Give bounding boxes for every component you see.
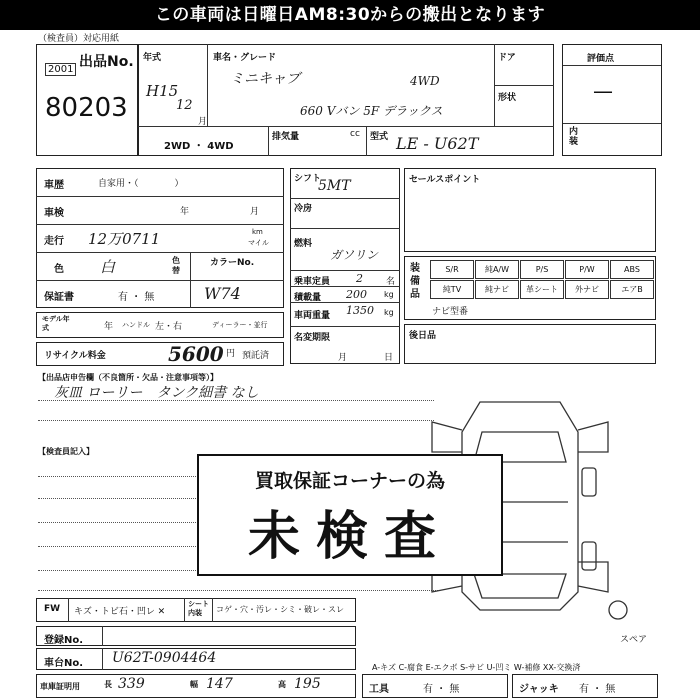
- meigi-label: 名変期限: [294, 333, 331, 343]
- car-name-value: ミニキャブ: [230, 71, 300, 87]
- haikiryou-label: 排気量: [272, 132, 300, 142]
- shaju-value: 1350: [346, 304, 374, 317]
- form-title: （検査員）対応用紙: [38, 34, 120, 44]
- equipment-cell: P/W: [565, 260, 609, 279]
- jousha-unit: 名: [386, 277, 396, 287]
- soukou-label: 走行: [44, 236, 64, 247]
- hyouka-label: 評価点: [587, 54, 615, 64]
- shift-label: シフト: [294, 174, 322, 184]
- jack-value: 有 ・ 無: [579, 684, 616, 695]
- wd-value: 4WD: [410, 74, 440, 88]
- lot-number: 80203: [45, 93, 128, 123]
- jack-box: [512, 674, 658, 698]
- meigi-day: 日: [384, 353, 394, 363]
- stamp-top-text: 買取保証コーナーの為: [254, 470, 445, 492]
- equipment-cell: 純TV: [430, 280, 474, 299]
- seat-text: コゲ・穴・汚レ・シミ・破レ・スレ: [216, 605, 344, 614]
- month-label: 月: [198, 117, 208, 127]
- shaken-year: 年: [180, 207, 190, 217]
- equipment-cell: 革シート: [520, 280, 564, 299]
- iro-label: 色: [54, 264, 64, 275]
- equipment-cell: ABS: [610, 260, 654, 279]
- recycle-value: 5600: [168, 342, 224, 366]
- nenryou-value: ガソリン: [330, 248, 379, 262]
- fw-label: FW: [44, 604, 61, 614]
- handle-label: ハンドル: [122, 321, 150, 329]
- shadai-value: U62T-0904464: [112, 650, 217, 666]
- recycle-deposit: 預託済: [242, 351, 270, 361]
- meigi-month: 月: [338, 353, 348, 363]
- shaju-label: 車両重量: [294, 311, 331, 321]
- naga-value: 339: [118, 676, 145, 692]
- km-label: km: [252, 228, 263, 236]
- kougu-value: 有 ・ 無: [423, 684, 460, 695]
- naga-label: 長: [104, 680, 112, 689]
- jikayou-label: 自家用・（ ）: [98, 179, 184, 189]
- year-value: H15: [146, 82, 179, 100]
- notice-banner: この車両は日曜日AM8:30からの搬出となります: [0, 0, 700, 30]
- shamei-label: 車名・グレード: [213, 53, 277, 63]
- cc-label: cc: [350, 129, 360, 139]
- lot-number-box: [36, 44, 138, 156]
- kougu-label: 工具: [369, 684, 389, 695]
- equipment-cell: P/S: [520, 260, 564, 279]
- lot-label: 出品No.: [79, 54, 134, 70]
- sekisai-value: 200: [346, 288, 367, 301]
- reibou-label: 冷房: [294, 204, 313, 214]
- navi-model-label: ナビ型番: [432, 307, 469, 317]
- equipment-cell: 外ナビ: [565, 280, 609, 299]
- not-inspected-stamp: [197, 454, 503, 576]
- katashiki-label: 型式: [370, 132, 389, 142]
- lr-label: 左・右: [155, 322, 183, 332]
- iro-sub-label: 色替: [172, 256, 180, 275]
- dealer-label: ディーラー・並行: [212, 321, 268, 329]
- year-tag: 2001: [45, 63, 76, 76]
- shadai-label: 車台No.: [44, 658, 84, 669]
- shift-value: 5MT: [318, 178, 351, 194]
- taka-value: 195: [294, 676, 321, 692]
- nenshiki-label: 年式: [143, 53, 162, 63]
- spare-label: スペア: [620, 635, 648, 645]
- kouhin-box: [404, 324, 656, 364]
- naisou-label: 内装: [569, 127, 579, 147]
- notes-value: 灰皿 ローリー タンク細書 なし: [54, 385, 259, 401]
- stamp-main-text: 未検査: [247, 507, 452, 567]
- hoshousho-umu: 有 ・ 無: [118, 292, 155, 303]
- jousha-value: 2: [356, 272, 363, 285]
- touroku-row: [36, 626, 356, 646]
- shaken-label: 車検: [44, 208, 64, 219]
- hyouka-box: [562, 44, 662, 156]
- sunpou-label: 車庫証明用: [40, 682, 80, 691]
- sekisai-label: 積載量: [294, 293, 322, 303]
- color-no-label: カラーNo.: [210, 258, 255, 268]
- equipment-cell: S/R: [430, 260, 474, 279]
- color-value: 白: [100, 258, 116, 276]
- kougu-box: [362, 674, 508, 698]
- kouhin-label: 後日品: [409, 331, 437, 341]
- model-year-nen: 年: [104, 322, 114, 332]
- sales-point-box: [404, 168, 656, 252]
- sekisai-unit: kg: [384, 290, 394, 299]
- jousha-label: 乗車定員: [294, 277, 331, 287]
- jack-label: ジャッキ: [519, 684, 559, 695]
- color-no-value: W74: [204, 284, 241, 303]
- recycle-label: リサイクル料金: [44, 351, 106, 361]
- shareki-label: 車歴: [44, 180, 64, 191]
- nenryou-label: 燃料: [294, 239, 313, 249]
- fw-text: キズ・トビ石・凹レ ✕: [74, 607, 166, 617]
- seat-label: シート内装: [188, 600, 209, 617]
- notes-label: 【出品店申告欄（不良箇所・欠品・注意事項等）】: [38, 373, 218, 382]
- equipment-cell: エアB: [610, 280, 654, 299]
- inspector-label: 【検査員記入】: [38, 447, 94, 456]
- taka-label: 高: [278, 680, 286, 689]
- damage-code-legend: A-キズ C-腐食 E-エクボ S-サビ U-凹ミ W-補修 XX-交換済: [372, 663, 581, 672]
- haba-label: 幅: [190, 680, 198, 689]
- mileage-value: 12万0711: [88, 230, 161, 248]
- shaken-month: 月: [250, 207, 260, 217]
- model-year-label: モデル年式: [42, 315, 70, 332]
- sales-point-label: セールスポイント: [409, 175, 481, 185]
- grade-value: 660 Vバン 5F デラックス: [300, 104, 443, 118]
- haba-value: 147: [206, 676, 233, 692]
- hyouka-value: —: [593, 79, 613, 103]
- touroku-label: 登録No.: [44, 635, 84, 646]
- recycle-yen: 円: [226, 349, 236, 359]
- equipment-cell: 純A/W: [475, 260, 519, 279]
- model-code-value: LE - U62T: [396, 134, 479, 153]
- shaju-unit: kg: [384, 308, 394, 317]
- month-value: 12: [176, 98, 193, 113]
- keijou-label: 形状: [498, 93, 517, 103]
- drive-select: 2WD ・ 4WD: [164, 141, 234, 152]
- equipment-cell: 純ナビ: [475, 280, 519, 299]
- equipment-label: 装備品: [410, 263, 420, 300]
- mile-label: マイル: [248, 239, 269, 247]
- door-label: ドア: [498, 53, 516, 63]
- hoshousho-label: 保証書: [44, 292, 74, 303]
